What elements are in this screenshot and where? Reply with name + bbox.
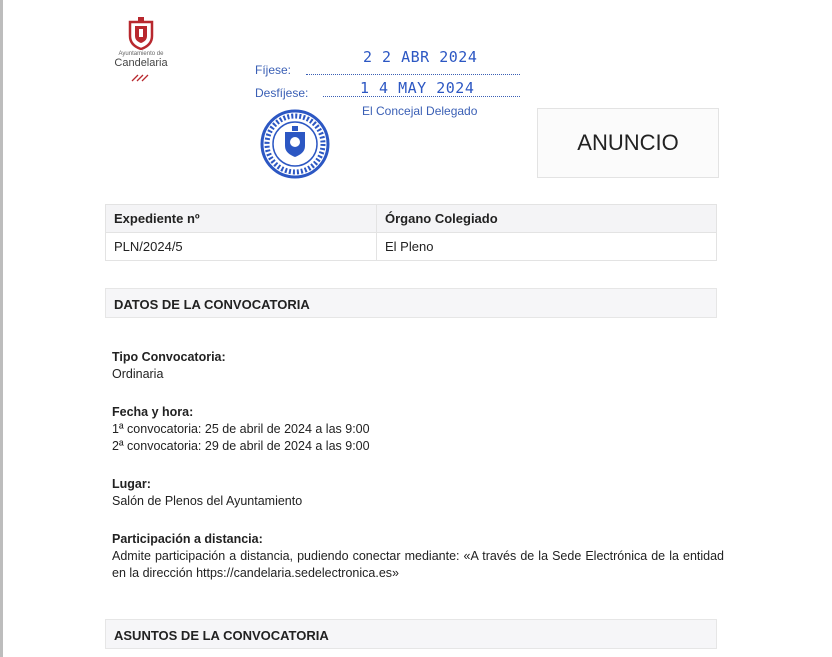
fecha-label: Fecha y hora: (112, 405, 194, 419)
anuncio-title: ANUNCIO (537, 108, 719, 178)
organo-value: El Pleno (377, 233, 717, 261)
field-lugar (112, 476, 302, 510)
crest-icon (127, 16, 155, 50)
header-expediente: Expediente nº (106, 205, 377, 233)
field-fecha-hora (112, 404, 370, 455)
fijese-dotted-line (306, 74, 520, 75)
participacion-label: Participación a distancia: (112, 532, 263, 546)
header-organo: Órgano Colegiado (377, 205, 717, 233)
tipo-label: Tipo Convocatoria: (112, 350, 226, 364)
tipo-value: Ordinaria (112, 367, 164, 381)
expediente-table (105, 204, 717, 261)
signer-label: El Concejal Delegado (362, 104, 478, 118)
logo-swoosh-icon (129, 74, 153, 82)
fijese-label: Fíjese: (255, 63, 292, 77)
participacion-value: Admite participación a distancia, pudiendo conectar mediante: «A través de la Sede Electrónica de la entidad en la dirección https://candelaria.sedelectronica.es» (112, 549, 724, 580)
logo-name: Candelaria (114, 57, 168, 69)
table-row (106, 233, 717, 261)
field-participacion-distancia (112, 531, 724, 582)
table-header-row (106, 205, 717, 233)
municipal-logo (106, 16, 176, 87)
fecha-line-1: 1ª convocatoria: 25 de abril de 2024 a las 9:00 (112, 422, 370, 436)
section-asuntos-convocatoria: ASUNTOS DE LA CONVOCATORIA (105, 619, 717, 649)
stamp-labels (255, 63, 308, 109)
lugar-label: Lugar: (112, 477, 151, 491)
desfijese-label: Desfíjese: (255, 86, 309, 100)
desfijese-dotted-line (323, 96, 520, 97)
field-tipo-convocatoria (112, 349, 226, 383)
expediente-value: PLN/2024/5 (106, 233, 377, 261)
desfijese-date: 1 4 MAY 2024 (360, 79, 475, 97)
logo-small-text: Ayuntamiento de (118, 51, 164, 57)
fecha-line-2: 2ª convocatoria: 29 de abril de 2024 a las 9:00 (112, 439, 370, 453)
official-seal-icon (259, 108, 331, 180)
lugar-value: Salón de Plenos del Ayuntamiento (112, 494, 303, 508)
fijese-date: 2 2 ABR 2024 (363, 48, 478, 66)
section-datos-convocatoria: DATOS DE LA CONVOCATORIA (105, 288, 717, 318)
document-page (6, 0, 832, 657)
viewer-left-edge (0, 0, 3, 657)
